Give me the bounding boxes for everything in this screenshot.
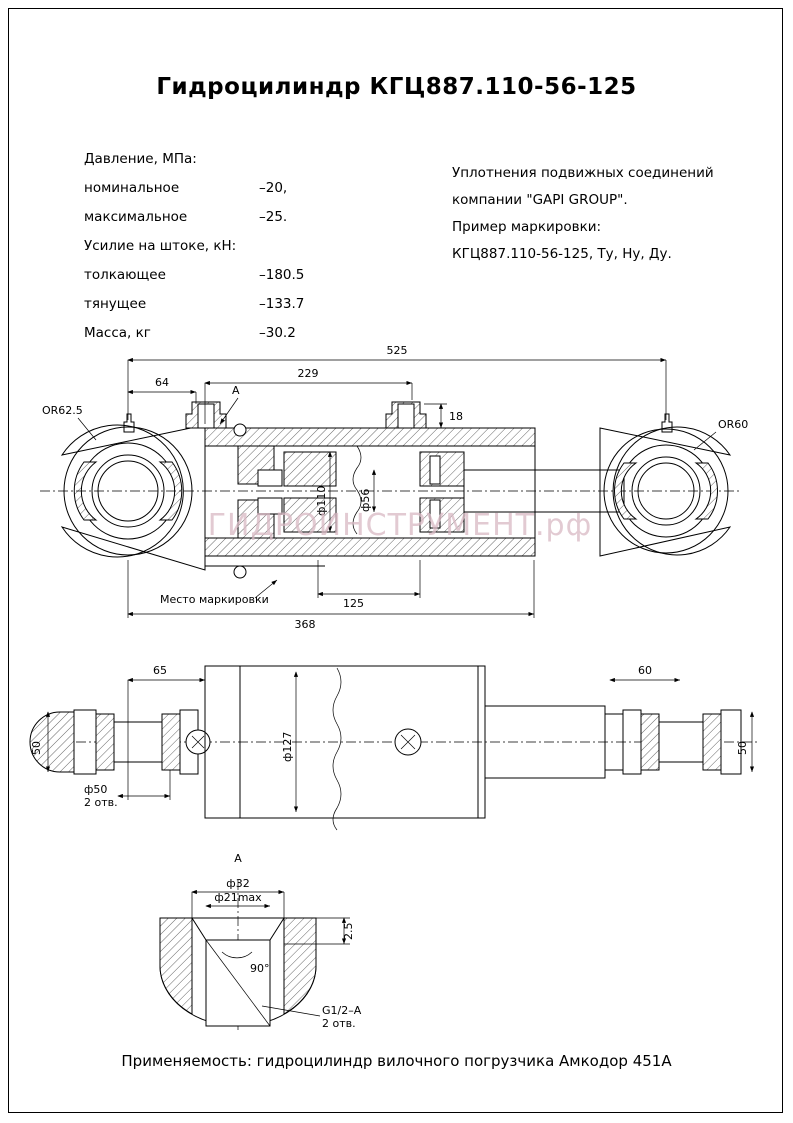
label-marking-place: Место маркировки	[160, 593, 269, 606]
dim-229: 229	[297, 367, 319, 380]
label-or625: OR62.5	[42, 404, 83, 417]
spec-value: –30.2	[259, 325, 296, 341]
label-angle-90: 90°	[250, 962, 270, 975]
dim-d50-holes: ф50	[84, 783, 108, 796]
dim-d56: ф56	[359, 488, 372, 512]
dim-50-right: 50	[736, 741, 749, 755]
spec-value: –20,	[259, 180, 288, 196]
label-detail-a: A	[234, 852, 242, 865]
dim-125: 125	[343, 597, 364, 610]
top-section-view	[40, 344, 748, 631]
spec-label: толкающее	[84, 267, 166, 283]
dim-65: 65	[153, 664, 167, 677]
dim-25: 2.5	[342, 922, 355, 940]
note-line: компании "GAPI GROUP".	[452, 192, 628, 208]
watermark: ГИДРОИНСТРУМЕНТ.рф	[207, 508, 593, 543]
side-elevation-view	[30, 664, 760, 830]
dim-368: 368	[294, 618, 316, 631]
label-2-holes-mid: 2 отв.	[84, 796, 118, 809]
dim-64: 64	[155, 376, 169, 389]
spec-label: Масса, кг	[84, 325, 151, 341]
applicability-caption: Применяемость: гидроцилиндр вилочного погрузчика Амкодор 451А	[121, 1052, 672, 1070]
dim-60: 60	[638, 664, 652, 677]
spec-label: Усилие на штоке, кН:	[84, 238, 237, 254]
label-2-holes-detail: 2 отв.	[322, 1017, 356, 1030]
label-section-a: A	[232, 384, 240, 397]
spec-value: –133.7	[259, 296, 305, 312]
spec-label: тянущее	[84, 296, 147, 312]
note-line: Пример маркировки:	[452, 219, 602, 235]
dim-18: 18	[449, 410, 463, 423]
page-title: Гидроцилиндр КГЦ887.110-56-125	[156, 74, 637, 100]
spec-heading-label: Давление, МПа:	[84, 151, 197, 167]
dim-d127: ф127	[281, 731, 294, 762]
dim-d110: ф110	[315, 485, 328, 516]
dim-d32: ф32	[226, 877, 250, 890]
spec-label: номинальное	[84, 180, 180, 196]
note-line: КГЦ887.110-56-125, Ту, Ну, Ду.	[452, 246, 672, 262]
dim-525: 525	[386, 344, 408, 357]
detail-a-view	[160, 852, 362, 1030]
dim-50-left: 50	[30, 741, 43, 755]
note-line: Уплотнения подвижных соединений	[452, 165, 714, 181]
spec-label: максимальное	[84, 209, 188, 225]
label-thread: G1/2–A	[322, 1004, 362, 1017]
dim-d21max: ф21max	[214, 891, 262, 904]
label-or60: OR60	[718, 418, 749, 431]
spec-value: –25.	[259, 209, 288, 225]
spec-value: –180.5	[259, 267, 305, 283]
